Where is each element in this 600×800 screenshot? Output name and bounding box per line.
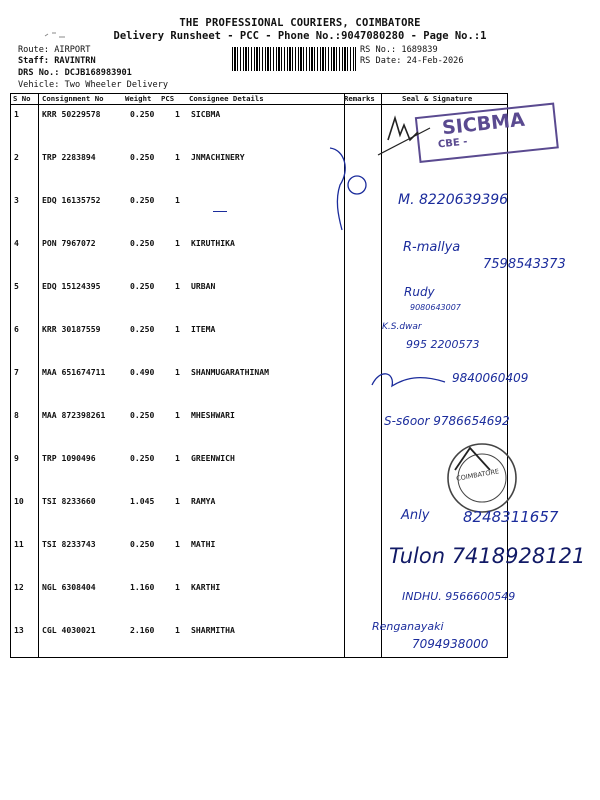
row-consignee: SHARMITHA xyxy=(191,625,235,635)
handwritten-row5-phone: 9080643007 xyxy=(410,303,461,312)
col-remarks: Remarks xyxy=(344,94,375,103)
row-consignee: JNMACHINERY xyxy=(191,152,245,162)
row-consignment: TRP 1090496 xyxy=(42,453,96,463)
row-pcs: 1 xyxy=(175,195,180,205)
row-consignment: EDQ 15124395 xyxy=(42,281,101,291)
row-weight: 0.250 xyxy=(130,109,155,119)
handwritten-row13-name: Renganayaki xyxy=(372,620,444,633)
row-pcs: 1 xyxy=(175,238,180,248)
rs-date-label: RS Date: xyxy=(360,56,402,66)
handwritten-row12: INDHU. 9566600549 xyxy=(402,590,516,603)
route-label: Route: xyxy=(18,45,50,55)
vehicle-value: Two Wheeler Delivery xyxy=(64,80,169,90)
row-pcs: 1 xyxy=(175,281,180,291)
handwritten-row5-name: Rudy xyxy=(404,285,435,299)
row-sno: 9 xyxy=(14,453,19,463)
row-consignment: MAA 651674711 xyxy=(42,367,106,377)
row-sno: 13 xyxy=(14,625,24,635)
signature-row7 xyxy=(372,374,445,386)
row-pcs: 1 xyxy=(175,453,180,463)
handwritten-row3: M. 8220639396 xyxy=(398,192,509,208)
handwritten-row7: 9840060409 xyxy=(452,371,529,385)
row-consignment: TSI 8233660 xyxy=(42,496,96,506)
handwritten-row10-name: Anly xyxy=(401,508,430,523)
row-pcs: 1 xyxy=(175,410,180,420)
col-consignment: Consignment No xyxy=(42,94,104,103)
row-consignment: MAA 872398261 xyxy=(42,410,106,420)
bracket-mark xyxy=(330,148,345,230)
rs-date-value: 24-Feb-2026 xyxy=(406,56,464,66)
row-weight: 1.045 xyxy=(130,496,155,506)
row-sno: 6 xyxy=(14,324,19,334)
drs-value: DCJB168983901 xyxy=(64,68,132,78)
handwritten-row10-phone: 8248311657 xyxy=(463,508,559,526)
row-pcs: 1 xyxy=(175,367,180,377)
row-consignee: KARTHI xyxy=(191,582,221,592)
handwritten-row6-phone: 995 2200573 xyxy=(406,338,480,351)
rs-no-value: 1689839 xyxy=(401,45,438,55)
row-weight: 0.250 xyxy=(130,453,155,463)
row-weight: 0.250 xyxy=(130,238,155,248)
row-consignment: PON 7967072 xyxy=(42,238,96,248)
row-pcs: 1 xyxy=(175,625,180,635)
handwritten-row8: S-s6oor 9786654692 xyxy=(384,414,510,428)
row-sno: 12 xyxy=(14,582,24,592)
col-seal-signature: Seal & Signature xyxy=(402,94,473,103)
row-sno: 4 xyxy=(14,238,19,248)
drs-label: DRS No.: xyxy=(18,68,60,78)
handwritten-row6-name: K.S.dwar xyxy=(382,322,422,332)
row-sno: 1 xyxy=(14,109,19,119)
col-consignee: Consignee Details xyxy=(189,94,264,103)
row-weight: 2.160 xyxy=(130,625,155,635)
row-pcs: 1 xyxy=(175,496,180,506)
row-consignment: KRR 30187559 xyxy=(42,324,101,334)
col-weight: Weight xyxy=(125,94,152,103)
row-pcs: 1 xyxy=(175,152,180,162)
row-sno: 8 xyxy=(14,410,19,420)
row-consignment: KRR 50229578 xyxy=(42,109,101,119)
row-consignment: TSI 8233743 xyxy=(42,539,96,549)
stamp-sicbma-text: SICBMA xyxy=(441,108,526,140)
route-value: AIRPORT xyxy=(54,45,91,55)
vehicle-label: Vehicle: xyxy=(18,80,60,90)
row-consignment: CGL 4030021 xyxy=(42,625,96,635)
company-title: THE PROFESSIONAL COURIERS, COIMBATORE xyxy=(179,17,421,29)
row-weight: 0.250 xyxy=(130,152,155,162)
row-consignee: GREENWICH xyxy=(191,453,235,463)
row-weight: 0.250 xyxy=(130,324,155,334)
row-pcs: 1 xyxy=(175,539,180,549)
handwritten-row13-phone: 7094938000 xyxy=(412,637,489,651)
runsheet-subtitle: Delivery Runsheet - PCC - Phone No.:9047080280 - Page No.:1 xyxy=(113,30,487,42)
row-consignee: KIRUTHIKA xyxy=(191,238,235,248)
circle-mark xyxy=(348,176,366,194)
rs-no-label: RS No.: xyxy=(360,45,397,55)
row-consignee: URBAN xyxy=(191,281,216,291)
stamp-sicbma-sub: CBE - xyxy=(437,136,468,151)
row-consignee: SICBMA xyxy=(191,109,221,119)
stamp-round-text: COIMBATORE xyxy=(455,467,500,483)
row-consignee: MATHI xyxy=(191,539,216,549)
col-sno: S No xyxy=(13,94,31,103)
row-weight: 0.250 xyxy=(130,281,155,291)
row-sno: 3 xyxy=(14,195,19,205)
row-sno: 11 xyxy=(14,539,24,549)
row-weight: 0.250 xyxy=(130,539,155,549)
handwritten-row11: Tulon 7418928121 xyxy=(389,544,586,568)
row-consignment: EDQ 16135752 xyxy=(42,195,101,205)
row-sno: 5 xyxy=(14,281,19,291)
row-consignee: ITEMA xyxy=(191,324,216,334)
row-consignee: RAMYA xyxy=(191,496,216,506)
row-sno: 7 xyxy=(14,367,19,377)
staff-value: RAVINTRN xyxy=(54,56,96,66)
row-weight: 0.250 xyxy=(130,410,155,420)
handwritten-row4-name: R-mallya xyxy=(403,240,461,255)
handwritten-row4-phone: 7598543373 xyxy=(483,257,566,272)
row-sno: 10 xyxy=(14,496,24,506)
staff-label: Staff: xyxy=(18,56,50,66)
row-pcs: 1 xyxy=(175,582,180,592)
row-weight: 0.250 xyxy=(130,195,155,205)
row-weight: 0.490 xyxy=(130,367,155,377)
col-pcs: PCS xyxy=(161,94,175,103)
row-pcs: 1 xyxy=(175,109,180,119)
row-pcs: 1 xyxy=(175,324,180,334)
row-consignee: SHANMUGARATHINAM xyxy=(191,367,269,377)
row-weight: 1.160 xyxy=(130,582,155,592)
row-consignment: TRP 2283894 xyxy=(42,152,96,162)
row-sno: 2 xyxy=(14,152,19,162)
row-consignment: NGL 6308404 xyxy=(42,582,96,592)
row-consignee: MHESHWARI xyxy=(191,410,235,420)
